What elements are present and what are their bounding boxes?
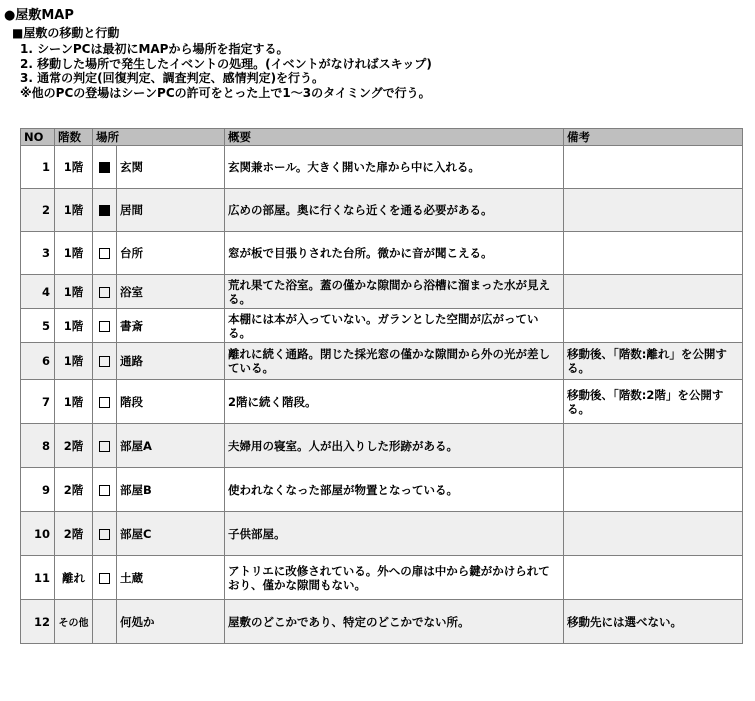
- empty-square-icon: [99, 529, 110, 540]
- row-number: 8: [21, 424, 55, 468]
- row-notes: [564, 512, 743, 556]
- row-summary: 2階に続く階段。: [225, 380, 564, 424]
- row-summary: 本棚には本が入っていない。ガランとした空間が広がっている。: [225, 309, 564, 343]
- table-row: [21, 468, 743, 512]
- row-marker-cell: [93, 556, 117, 600]
- table-row: [21, 146, 743, 189]
- row-number: 1: [21, 146, 55, 189]
- filled-square-icon: [99, 162, 110, 173]
- empty-square-icon: [99, 248, 110, 259]
- header-no: NO: [21, 129, 55, 146]
- row-notes: [564, 146, 743, 189]
- rule-line: 1. シーンPCは最初にMAPから場所を指定する。: [20, 42, 289, 56]
- row-summary: 窓が板で目張りされた台所。微かに音が聞こえる。: [225, 232, 564, 275]
- row-notes: [564, 309, 743, 343]
- row-notes: [564, 556, 743, 600]
- row-notes: [564, 189, 743, 232]
- row-place: 居間: [117, 189, 225, 232]
- header-summary: 概要: [225, 129, 564, 146]
- row-summary: 使われなくなった部屋が物置となっている。: [225, 468, 564, 512]
- rules-list: [20, 42, 432, 100]
- row-place: 浴室: [117, 275, 225, 309]
- row-floor: 2階: [55, 468, 93, 512]
- row-marker-cell: [93, 146, 117, 189]
- table-row: [21, 189, 743, 232]
- row-number: 11: [21, 556, 55, 600]
- row-summary: 広めの部屋。奥に行くなら近くを通る必要がある。: [225, 189, 564, 232]
- row-marker-cell: [93, 424, 117, 468]
- row-notes: [564, 232, 743, 275]
- empty-square-icon: [99, 356, 110, 367]
- row-number: 3: [21, 232, 55, 275]
- row-number: 6: [21, 343, 55, 380]
- empty-square-icon: [99, 441, 110, 452]
- row-place: 台所: [117, 232, 225, 275]
- row-floor: 離れ: [55, 556, 93, 600]
- row-marker-cell: [93, 600, 117, 644]
- row-place: 階段: [117, 380, 225, 424]
- row-marker-cell: [93, 380, 117, 424]
- row-floor: その他: [55, 600, 93, 644]
- row-number: 2: [21, 189, 55, 232]
- row-place: 何処か: [117, 600, 225, 644]
- empty-square-icon: [99, 397, 110, 408]
- header-place: 場所: [93, 129, 225, 146]
- rule-line: ※他のPCの登場はシーンPCの許可をとった上で1～3のタイミングで行う。: [20, 85, 431, 100]
- row-floor: 1階: [55, 380, 93, 424]
- table-row: [21, 380, 743, 424]
- row-floor: 1階: [55, 275, 93, 309]
- row-summary: 離れに続く通路。閉じた採光窓の僅かな隙間から外の光が差している。: [225, 343, 564, 380]
- row-marker-cell: [93, 309, 117, 343]
- row-notes: 移動後、「階数:2階」を公開する。: [564, 380, 743, 424]
- row-place: 玄関: [117, 146, 225, 189]
- table-row: [21, 275, 743, 309]
- table-header-row: [21, 129, 743, 146]
- empty-square-icon: [99, 287, 110, 298]
- row-summary: アトリエに改修されている。外への扉は中から鍵がかけられており、僅かな隙間もない。: [225, 556, 564, 600]
- row-place: 部屋C: [117, 512, 225, 556]
- row-floor: 2階: [55, 512, 93, 556]
- table-row: [21, 343, 743, 380]
- table-row: [21, 309, 743, 343]
- empty-square-icon: [99, 573, 110, 584]
- row-notes: 移動先には選べない。: [564, 600, 743, 644]
- table-row: [21, 232, 743, 275]
- row-marker-cell: [93, 232, 117, 275]
- row-number: 9: [21, 468, 55, 512]
- filled-square-icon: [99, 205, 110, 216]
- row-place: 部屋B: [117, 468, 225, 512]
- row-floor: 1階: [55, 343, 93, 380]
- row-number: 7: [21, 380, 55, 424]
- row-number: 10: [21, 512, 55, 556]
- rule-line: 2. 移動した場所で発生したイベントの処理。(イベントがなければスキップ): [20, 56, 432, 71]
- row-floor: 1階: [55, 189, 93, 232]
- row-number: 4: [21, 275, 55, 309]
- rule-line: 3. 通常の判定(回復判定、調査判定、感情判定)を行う。: [20, 71, 325, 85]
- row-place: 土蔵: [117, 556, 225, 600]
- row-summary: 子供部屋。: [225, 512, 564, 556]
- row-floor: 1階: [55, 232, 93, 275]
- row-place: 書斎: [117, 309, 225, 343]
- row-notes: [564, 468, 743, 512]
- row-summary: 玄関兼ホール。大きく開いた扉から中に入れる。: [225, 146, 564, 189]
- row-place: 通路: [117, 343, 225, 380]
- row-floor: 1階: [55, 146, 93, 189]
- row-number: 12: [21, 600, 55, 644]
- map-table: [20, 128, 743, 644]
- row-marker-cell: [93, 343, 117, 380]
- row-number: 5: [21, 309, 55, 343]
- row-summary: 屋敷のどこかであり、特定のどこかでない所。: [225, 600, 564, 644]
- row-marker-cell: [93, 189, 117, 232]
- header-notes: 備考: [564, 129, 743, 146]
- row-marker-cell: [93, 512, 117, 556]
- empty-square-icon: [99, 485, 110, 496]
- row-marker-cell: [93, 275, 117, 309]
- empty-square-icon: [99, 321, 110, 332]
- table-row: [21, 556, 743, 600]
- table-body: [21, 146, 743, 644]
- section-heading: ■屋敷の移動と行動: [12, 26, 120, 40]
- doc-title: ●屋敷MAP: [4, 8, 74, 23]
- row-summary: 夫婦用の寝室。人が出入りした形跡がある。: [225, 424, 564, 468]
- row-notes: [564, 424, 743, 468]
- header-floor: 階数: [55, 129, 93, 146]
- table-row: [21, 600, 743, 644]
- row-notes: [564, 275, 743, 309]
- row-notes: 移動後、「階数:離れ」を公開する。: [564, 343, 743, 380]
- row-summary: 荒れ果てた浴室。蓋の僅かな隙間から浴槽に溜まった水が見える。: [225, 275, 564, 309]
- row-marker-cell: [93, 468, 117, 512]
- row-floor: 1階: [55, 309, 93, 343]
- table-row: [21, 512, 743, 556]
- row-floor: 2階: [55, 424, 93, 468]
- table-row: [21, 424, 743, 468]
- row-place: 部屋A: [117, 424, 225, 468]
